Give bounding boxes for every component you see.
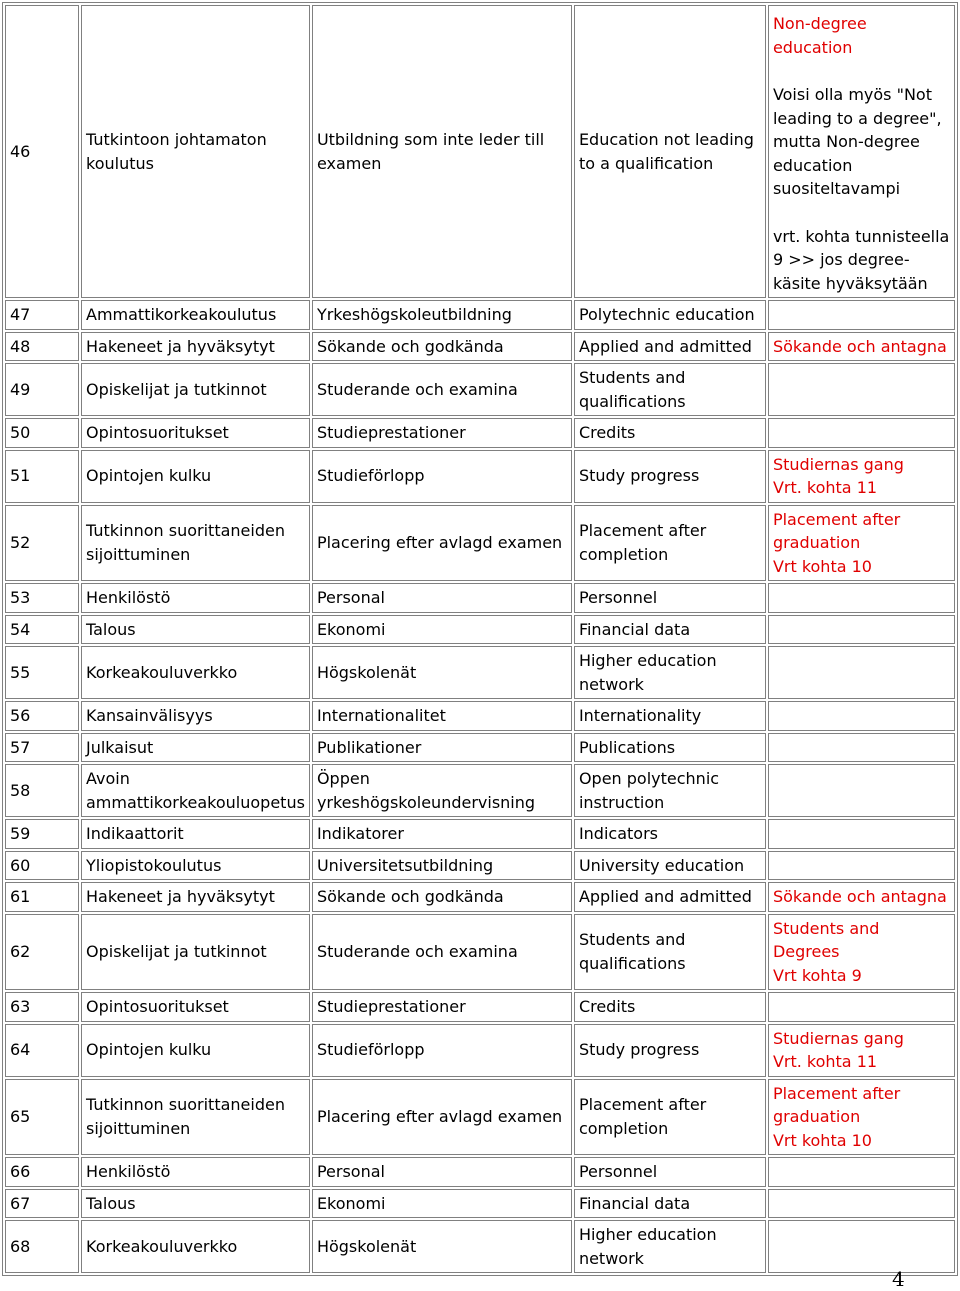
row-number: 56 xyxy=(5,701,79,731)
swedish-term: Ekonomi xyxy=(312,615,572,645)
table-row xyxy=(5,851,955,881)
note-text: Placement after graduation xyxy=(772,509,901,552)
finnish-term: Opiskelijat ja tutkinnot xyxy=(81,914,310,991)
swedish-term: Personal xyxy=(312,583,572,613)
row-number: 68 xyxy=(5,1220,79,1273)
row-number: 49 xyxy=(5,363,79,416)
note-text: Vrt kohta 10 xyxy=(772,556,872,576)
english-term: Publications xyxy=(574,733,766,763)
row-number: 52 xyxy=(5,505,79,582)
note-cell xyxy=(768,332,955,362)
swedish-term: Öppen yrkeshögskoleundervisning xyxy=(312,764,572,817)
table-row xyxy=(5,583,955,613)
finnish-term: Opintosuoritukset xyxy=(81,992,310,1022)
row-number: 61 xyxy=(5,882,79,912)
english-term: Placement after completion xyxy=(574,1079,766,1156)
english-term: Higher education network xyxy=(574,646,766,699)
row-number: 64 xyxy=(5,1024,79,1077)
note-cell xyxy=(768,764,955,817)
table-row xyxy=(5,764,955,817)
swedish-term: Publikationer xyxy=(312,733,572,763)
row-number: 53 xyxy=(5,583,79,613)
table-row xyxy=(5,733,955,763)
english-term: Applied and admitted xyxy=(574,332,766,362)
swedish-term: Sökande och godkända xyxy=(312,332,572,362)
finnish-term: Julkaisut xyxy=(81,733,310,763)
swedish-term: Högskolenät xyxy=(312,1220,572,1273)
row-number: 58 xyxy=(5,764,79,817)
note-cell xyxy=(768,914,955,991)
row-number: 62 xyxy=(5,914,79,991)
finnish-term: Hakeneet ja hyväksytyt xyxy=(81,882,310,912)
english-term: Education not leading to a qualification xyxy=(574,5,766,298)
finnish-term: Opiskelijat ja tutkinnot xyxy=(81,363,310,416)
note-cell xyxy=(768,992,955,1022)
row-number: 47 xyxy=(5,300,79,330)
swedish-term: Högskolenät xyxy=(312,646,572,699)
finnish-term: Kansainvälisyys xyxy=(81,701,310,731)
table-row xyxy=(5,505,955,582)
note-cell xyxy=(768,5,955,298)
row-number: 66 xyxy=(5,1157,79,1187)
note-text: Studiernas gang xyxy=(772,1028,904,1048)
swedish-term: Studieprestationer xyxy=(312,418,572,448)
note-cell xyxy=(768,646,955,699)
note-cell xyxy=(768,450,955,503)
swedish-term: Personal xyxy=(312,1157,572,1187)
table-row xyxy=(5,1189,955,1219)
note-text: Vrt kohta 10 xyxy=(772,1130,872,1150)
table-row xyxy=(5,418,955,448)
terminology-table xyxy=(2,2,958,1276)
english-term: Financial data xyxy=(574,1189,766,1219)
note-text: Sökande och antagna xyxy=(772,887,947,906)
note-cell xyxy=(768,418,955,448)
note-text: Voisi olla myös "Not leading to a degree", mutta Non-degree education suositeltavampi xyxy=(772,85,942,198)
table-row xyxy=(5,450,955,503)
finnish-term: Talous xyxy=(81,615,310,645)
note-cell xyxy=(768,882,955,912)
english-term: Students and qualifications xyxy=(574,363,766,416)
english-term: Students and qualifications xyxy=(574,914,766,991)
table-body xyxy=(5,5,955,1273)
swedish-term: Internationalitet xyxy=(312,701,572,731)
finnish-term: Talous xyxy=(81,1189,310,1219)
row-number: 50 xyxy=(5,418,79,448)
table-row xyxy=(5,300,955,330)
table-row xyxy=(5,992,955,1022)
swedish-term: Sökande och godkända xyxy=(312,882,572,912)
swedish-term: Studerande och examina xyxy=(312,914,572,991)
table-row xyxy=(5,882,955,912)
table-row xyxy=(5,5,955,298)
note-cell xyxy=(768,701,955,731)
finnish-term: Opintojen kulku xyxy=(81,450,310,503)
swedish-term: Yrkeshögskoleutbildning xyxy=(312,300,572,330)
english-term: Credits xyxy=(574,418,766,448)
swedish-term: Studieförlopp xyxy=(312,1024,572,1077)
table-row xyxy=(5,701,955,731)
row-number: 57 xyxy=(5,733,79,763)
note-text: Studiernas gang xyxy=(772,454,904,474)
finnish-term: Tutkintoon johtamaton koulutus xyxy=(81,5,310,298)
finnish-term: Indikaattorit xyxy=(81,819,310,849)
page-number: 4 xyxy=(892,1267,905,1291)
table-row xyxy=(5,363,955,416)
swedish-term: Indikatorer xyxy=(312,819,572,849)
swedish-term: Placering efter avlagd examen xyxy=(312,1079,572,1156)
row-number: 60 xyxy=(5,851,79,881)
row-number: 48 xyxy=(5,332,79,362)
english-term: Applied and admitted xyxy=(574,882,766,912)
table-row xyxy=(5,615,955,645)
finnish-term: Avoin ammattikorkeakouluopetus xyxy=(81,764,310,817)
note-cell xyxy=(768,1189,955,1219)
english-term: Internationality xyxy=(574,701,766,731)
finnish-term: Opintosuoritukset xyxy=(81,418,310,448)
table-row xyxy=(5,914,955,991)
english-term: Study progress xyxy=(574,1024,766,1077)
row-number: 54 xyxy=(5,615,79,645)
english-term: Personnel xyxy=(574,1157,766,1187)
note-cell xyxy=(768,583,955,613)
note-text: Vrt. kohta 11 xyxy=(772,478,878,497)
note-cell xyxy=(768,505,955,582)
note-cell xyxy=(768,1024,955,1077)
english-term: Credits xyxy=(574,992,766,1022)
note-cell xyxy=(768,1220,955,1273)
note-text: Sökande och antagna xyxy=(772,336,947,356)
note-text: vrt. kohta tunnisteella 9 >> jos degree-käsite hyväksytään xyxy=(772,226,950,293)
note-cell xyxy=(768,733,955,763)
note-text: Non-degree education xyxy=(772,14,867,57)
english-term: Higher education network xyxy=(574,1220,766,1273)
row-number: 51 xyxy=(5,450,79,503)
note-cell xyxy=(768,300,955,330)
swedish-term: Studieprestationer xyxy=(312,992,572,1022)
english-term: Indicators xyxy=(574,819,766,849)
note-cell xyxy=(768,819,955,849)
table-row xyxy=(5,332,955,362)
row-number: 59 xyxy=(5,819,79,849)
table-row xyxy=(5,1024,955,1077)
swedish-term: Utbildning som inte leder till examen xyxy=(312,5,572,298)
finnish-term: Korkeakouluverkko xyxy=(81,1220,310,1273)
swedish-term: Placering efter avlagd examen xyxy=(312,505,572,582)
finnish-term: Henkilöstö xyxy=(81,1157,310,1187)
table-row xyxy=(5,1220,955,1273)
swedish-term: Universitetsutbildning xyxy=(312,851,572,881)
table-row xyxy=(5,1157,955,1187)
finnish-term: Henkilöstö xyxy=(81,583,310,613)
english-term: Financial data xyxy=(574,615,766,645)
table-row xyxy=(5,646,955,699)
english-term: University education xyxy=(574,851,766,881)
note-cell xyxy=(768,615,955,645)
table-row xyxy=(5,819,955,849)
english-term: Placement after completion xyxy=(574,505,766,582)
english-term: Open polytechnic instruction xyxy=(574,764,766,817)
finnish-term: Opintojen kulku xyxy=(81,1024,310,1077)
finnish-term: Ammattikorkeakoulutus xyxy=(81,300,310,330)
row-number: 65 xyxy=(5,1079,79,1156)
note-text: Placement after graduation xyxy=(772,1083,901,1126)
row-number: 67 xyxy=(5,1189,79,1219)
finnish-term: Hakeneet ja hyväksytyt xyxy=(81,332,310,362)
row-number: 46 xyxy=(5,5,79,298)
english-term: Polytechnic education xyxy=(574,300,766,330)
note-cell xyxy=(768,1157,955,1187)
note-text: Vrt kohta 9 xyxy=(772,965,862,985)
finnish-term: Yliopistokoulutus xyxy=(81,851,310,881)
table-row xyxy=(5,1079,955,1156)
row-number: 55 xyxy=(5,646,79,699)
swedish-term: Ekonomi xyxy=(312,1189,572,1219)
finnish-term: Korkeakouluverkko xyxy=(81,646,310,699)
english-term: Study progress xyxy=(574,450,766,503)
finnish-term: Tutkinnon suorittaneiden sijoittuminen xyxy=(81,1079,310,1156)
note-cell xyxy=(768,851,955,881)
swedish-term: Studerande och examina xyxy=(312,363,572,416)
note-cell xyxy=(768,1079,955,1156)
swedish-term: Studieförlopp xyxy=(312,450,572,503)
finnish-term: Tutkinnon suorittaneiden sijoittuminen xyxy=(81,505,310,582)
note-text: Vrt. kohta 11 xyxy=(772,1052,878,1071)
note-text: Students and Degrees xyxy=(772,918,880,961)
english-term: Personnel xyxy=(574,583,766,613)
note-cell xyxy=(768,363,955,416)
row-number: 63 xyxy=(5,992,79,1022)
